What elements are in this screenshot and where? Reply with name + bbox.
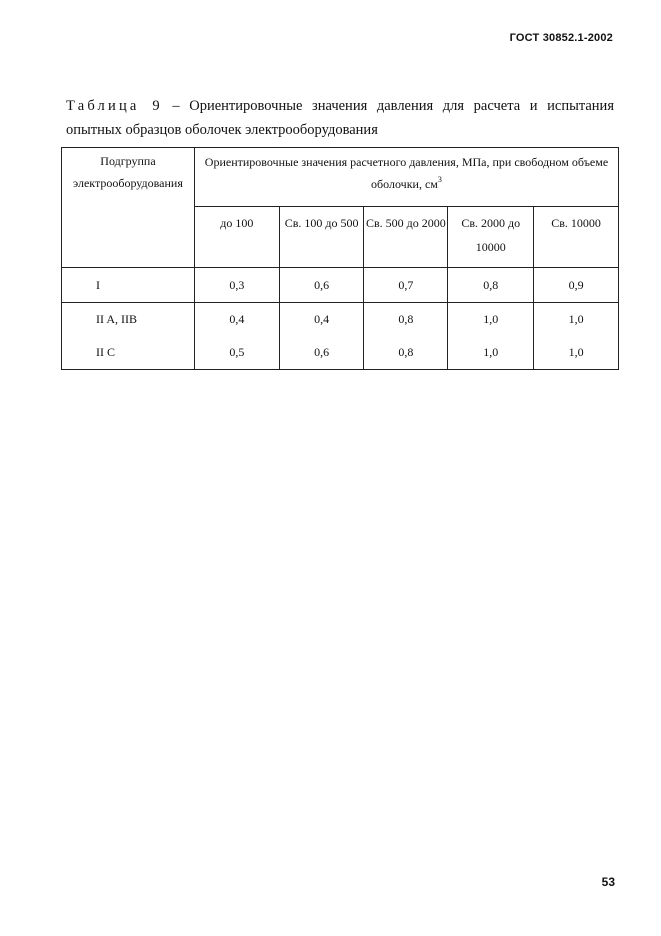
header-volume-col: Св. 10000 — [534, 207, 619, 268]
table-caption-text: – Ориентировочные значения давления для расчета и испытания опытных образцов оболочек электрооборудования — [66, 98, 614, 138]
pressure-cell: 1,0 — [534, 303, 619, 336]
table-caption-label: Таблица 9 — [66, 98, 163, 114]
subgroup-cell: II C — [62, 335, 195, 370]
header-pressure-exponent: 3 — [437, 175, 442, 184]
pressure-cell: 1,0 — [448, 303, 534, 336]
subgroup-cell: I — [62, 268, 195, 303]
subgroup-cell: II A, IIB — [62, 303, 195, 336]
pressure-cell: 0,4 — [194, 303, 279, 336]
pressure-cell: 0,8 — [364, 303, 448, 336]
pressure-table — [61, 147, 619, 370]
page-number: 53 — [601, 875, 615, 889]
pressure-cell: 0,6 — [279, 268, 364, 303]
pressure-cell: 1,0 — [448, 335, 534, 370]
header-pressure-text: Ориентировочные значения расчетного давления, МПа, при свободном объеме оболочки, см — [204, 155, 609, 191]
table-caption — [66, 94, 614, 142]
table-row — [62, 303, 619, 336]
header-volume-col: Св. 100 до 500 — [279, 207, 364, 268]
pressure-cell: 0,9 — [534, 268, 619, 303]
header-equipment-subgroup: Подгруппа электрооборудования — [62, 148, 195, 268]
standard-id-header: ГОСТ 30852.1-2002 — [509, 32, 613, 44]
pressure-cell: 1,0 — [534, 335, 619, 370]
pressure-cell: 0,3 — [194, 268, 279, 303]
pressure-cell: 0,6 — [279, 335, 364, 370]
pressure-cell: 0,8 — [364, 335, 448, 370]
header-volume-col: до 100 — [194, 207, 279, 268]
pressure-cell: 0,5 — [194, 335, 279, 370]
header-volume-col: Св. 500 до 2000 — [364, 207, 448, 268]
pressure-cell: 0,4 — [279, 303, 364, 336]
table-row — [62, 335, 619, 370]
pressure-cell: 0,7 — [364, 268, 448, 303]
header-pressure-values — [194, 148, 618, 207]
header-volume-col: Св. 2000 до 10000 — [448, 207, 534, 268]
pressure-cell: 0,8 — [448, 268, 534, 303]
table-row — [62, 268, 619, 303]
